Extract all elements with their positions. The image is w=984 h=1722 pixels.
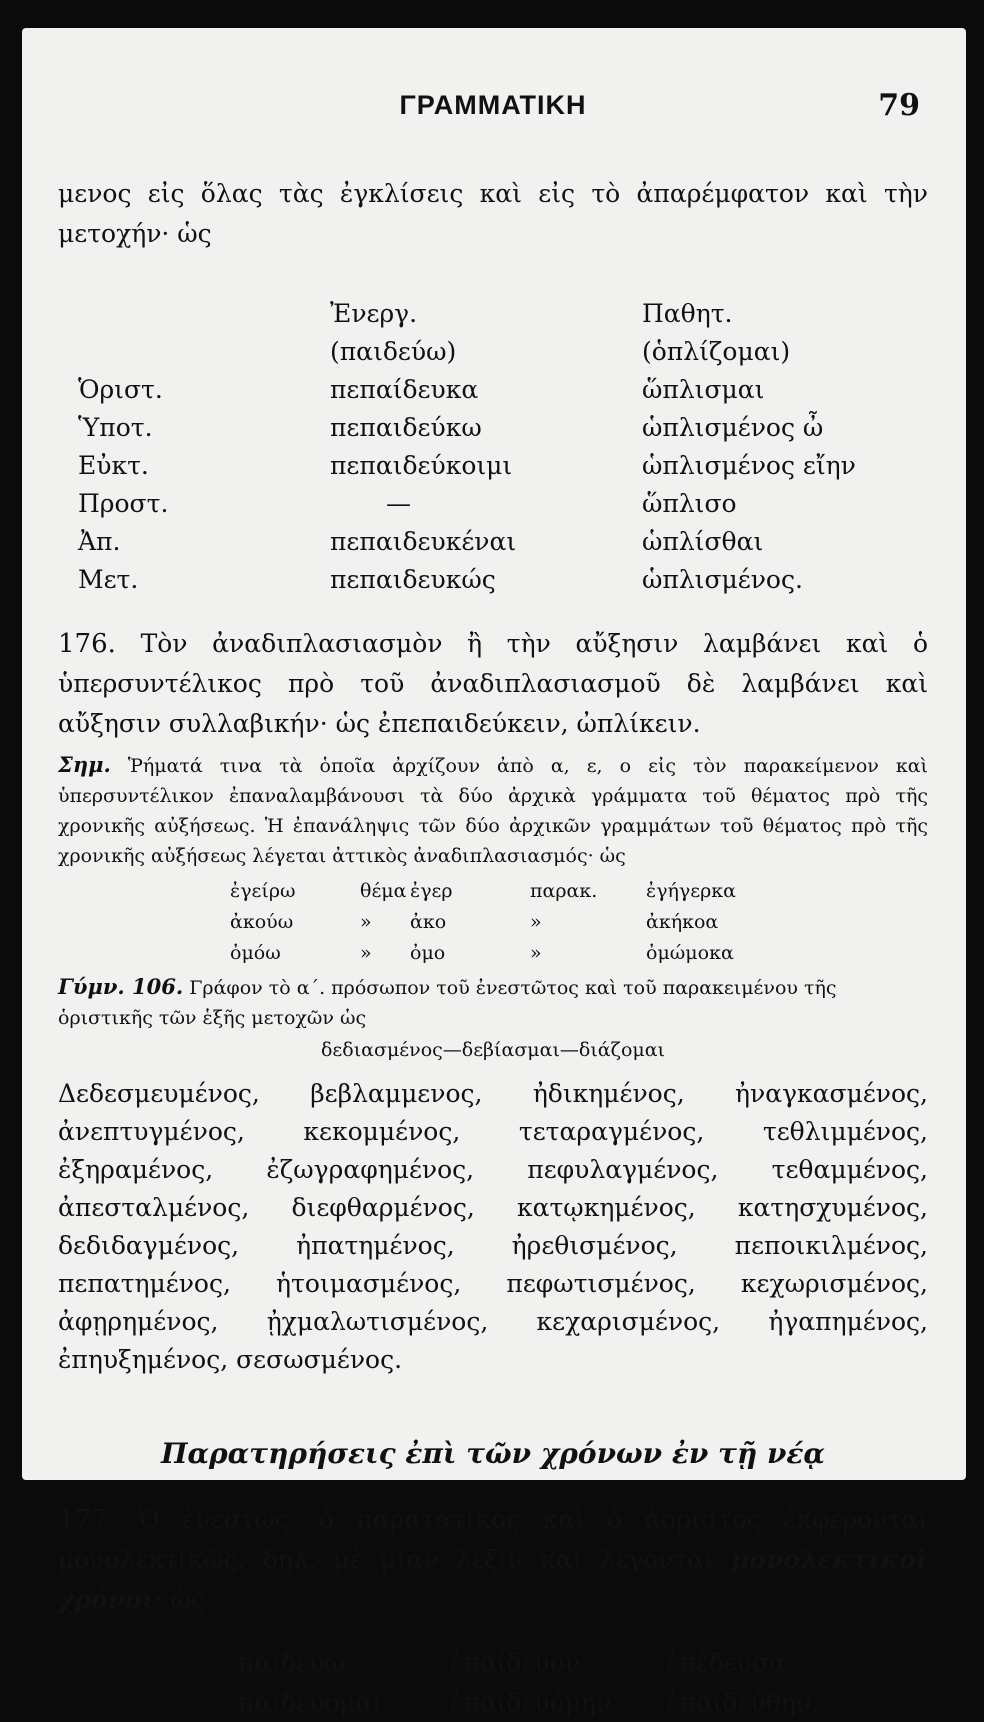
tenses-table [238, 1642, 819, 1722]
page-header [58, 58, 928, 123]
conjugation-table [78, 294, 902, 598]
active-form: πεπαιδεύκοιμι [330, 450, 513, 480]
example-verb: ἀκούω [230, 910, 294, 933]
active-form: πεπαιδευκώς [330, 564, 496, 594]
book-page [22, 28, 966, 1717]
exercise-text: Γράφον τὸ α΄. πρόσωπον τοῦ ἐνεστῶτος καὶ τοῦ παρακειμένου τῆς ὁριστικῆς τῶν ἑξῆς μετοχῶν ὡς [58, 977, 837, 1029]
example-row [230, 875, 786, 906]
example-label: θέμα [360, 879, 407, 902]
section-176 [58, 624, 928, 744]
section-heading: Παρατηρήσεις ἐπὶ τῶν χρόνων ἐν τῇ νέᾳ [161, 1437, 825, 1470]
note-paragraph [58, 750, 928, 871]
example-passive: (ὁπλίζομαι) [642, 336, 791, 366]
mood-label: Ἀπ. [78, 526, 121, 556]
mood-label: Ὑποτ. [78, 412, 153, 442]
imperfect-form: ἐπαιδευόμην [450, 1687, 612, 1717]
example-label: παρακ. [530, 879, 598, 902]
example-label: » [360, 941, 372, 964]
intro-paragraph: μενος εἰς ὅλας τὰς ἐγκλίσεις καὶ εἰς τὸ ἀπαρέμφατον καὶ τὴν μετοχήν· ὡς [58, 179, 928, 248]
example-perfect: ἐγήγερκα [646, 879, 737, 902]
conjugation-row [78, 484, 902, 522]
aorist-form: ἐπαιδεύθην. [666, 1687, 819, 1717]
example-active: (παιδεύω) [330, 336, 457, 366]
example-row [230, 937, 786, 968]
passive-form: ὡπλισμένος εἴην [642, 450, 856, 480]
mood-label: Εὐκτ. [78, 450, 149, 480]
section-text: Ὁ ἐνεστώς, ὁ παρατατικὸς καὶ ὁ ἀόριστος ἐκφέρονται μονολεκτικῶς, δηλ. μὲ μίαν λέξιν καὶ λέγονται [58, 1505, 929, 1574]
mood-label: Μετ. [78, 564, 139, 594]
active-form: πεπαίδευκα [330, 374, 479, 404]
section-number: 176. [58, 629, 116, 659]
mood-label: Προστ. [78, 488, 169, 518]
mood-label: Ὁριστ. [78, 374, 163, 404]
emphasized-term: μονολεκτικοὶ χρόνοι· [58, 1545, 929, 1614]
example-perfect: ὀμώμοκα [646, 941, 734, 964]
active-form: πεπαιδεύκω [330, 412, 482, 442]
exercise-label: Γύμν. 106. [58, 974, 184, 999]
section-number: 177. [58, 1505, 116, 1535]
example-stem: ἐγερ [410, 879, 453, 902]
active-form: πεπαιδευκέναι [330, 526, 517, 556]
page-number: 79 [878, 88, 920, 123]
section-text-end: ὡς [170, 1585, 205, 1614]
aorist-form: ἐπέδευσα [666, 1647, 786, 1677]
conjugation-header-row [78, 294, 902, 332]
conjugation-row [78, 446, 902, 484]
tense-row [238, 1682, 819, 1722]
conjugation-row [78, 370, 902, 408]
section-177 [58, 1500, 928, 1620]
example-label: » [360, 910, 372, 933]
tense-row [238, 1642, 819, 1682]
conjugation-row [78, 522, 902, 560]
example-stem: ὀμο [410, 941, 446, 964]
present-form: παιδεύω [238, 1647, 345, 1677]
exercise-example-line: δεδιασμένος—δεβίασμαι—διάζομαι [320, 1039, 666, 1061]
section-text: Τὸν ἀναδιπλασιασμὸν ἢ τὴν αὔξησιν λαμβάνει καὶ ὁ ὑπερσυντέλικος πρὸ τοῦ ἀναδιπλασιασμοῦ δὲ λαμβάνει καὶ αὔξησιν συλλαβικήν· ὡς ἐπεπαιδεύκειν, ὠπλίκειν. [58, 629, 929, 738]
example-verb: ὀμόω [230, 941, 281, 964]
header-active: Ἐνεργ. [330, 298, 418, 328]
example-label: » [530, 910, 542, 933]
conjugation-example-row [78, 332, 902, 370]
conjugation-row [78, 408, 902, 446]
running-title: ΓΡΑΜΜΑΤΙΚΗ [399, 90, 587, 120]
attic-reduplication-examples [230, 875, 786, 968]
example-label: » [530, 941, 542, 964]
header-passive: Παθητ. [642, 298, 733, 328]
example-perfect: ἀκήκοα [646, 910, 719, 933]
example-stem: ἀκο [410, 910, 447, 933]
note-label: Σημ. [58, 752, 111, 777]
example-verb: ἐγείρω [230, 879, 296, 902]
passive-form: ὡπλισμένος. [642, 564, 803, 594]
present-form: παιδεύομαι [238, 1687, 383, 1717]
exercise-word-list: Δεδεσμευμένος, βεβλαμμενος, ἠδικημένος, ἠναγκασμένος, ἀνεπτυγμένος, κεκομμένος, τεταραγμένος, τεθλιμμένος, ἐξηραμένος, ἐζωγραφημένος, πεφυλαγμένος, τεθαμμένος, ἀπεσταλμένος, διεφθαρμένος, κατῳκημένος, κατησχυμένος, δεδιδαγμένος, ἠπατημένος, ἠρεθισμένος, πεποικιλμένος, πεπατημένος, ἡτοιμασμένος, πεφωτισμένος, κεχωρισμένος, ἀφῃρημένος, ᾐχμαλωτισμένος, κεχαρισμένος, ἠγαπημένος, ἐπηυξημένος, σεσωσμένος. [58, 1079, 928, 1374]
note-text: Ῥήματά τινα τὰ ὁποῖα ἀρχίζουν ἀπὸ α, ε, ο εἰς τὸν παρακείμενον καὶ ὑπερσυντέλικον ἐπαναλαμβάνουσι τὰ δύο ἀρχικὰ γράμματα τοῦ θέματος πρὸ τῆς χρονικῆς αὐξήσεως. Ἡ ἐπανάληψις τῶν δύο ἀρχικῶν γραμμάτων τοῦ θέματος πρὸ τῆς χρονικῆς αὐξήσεως λέγεται ἀττικὸς ἀναδιπλασιασμός· ὡς [58, 755, 928, 867]
imperfect-form: ἐπαίδευον [450, 1647, 580, 1677]
passive-form: ὡπλισμένος ὦ [642, 412, 824, 442]
passive-form: ὥπλισο [642, 488, 737, 518]
passive-form: ὥπλισμαι [642, 374, 765, 404]
passive-form: ὡπλίσθαι [642, 526, 764, 556]
exercise-106-instructions [58, 972, 928, 1033]
example-row [230, 906, 786, 937]
conjugation-row [78, 560, 902, 598]
active-form: — [386, 488, 411, 518]
